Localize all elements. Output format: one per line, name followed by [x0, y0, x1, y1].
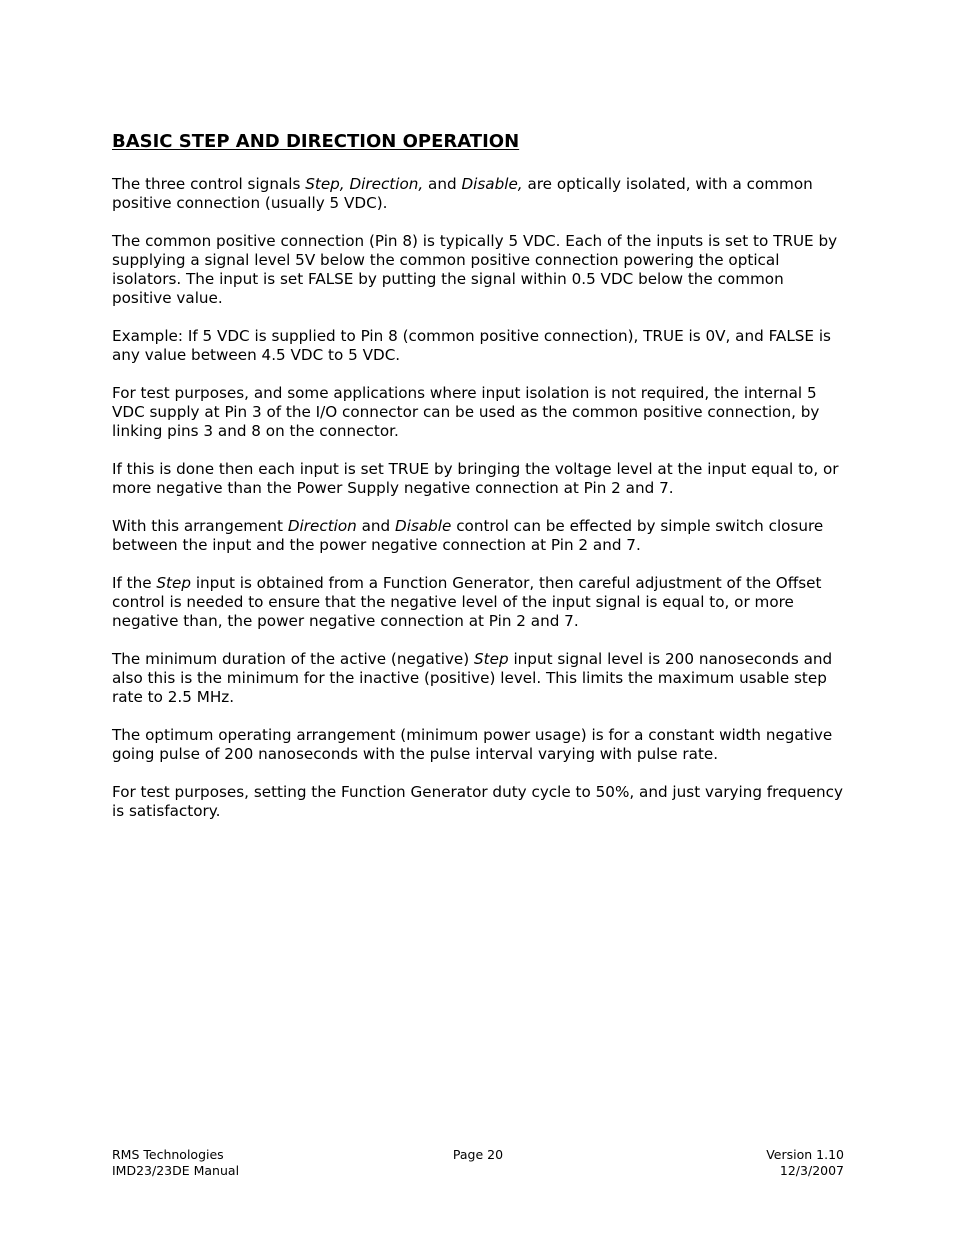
document-body [112, 175, 844, 840]
footer-company: RMS Technologies [112, 1147, 224, 1162]
paragraph-input-true: If this is done then each input is set TRUE by bringing the voltage level at the input equal to, or more negative than the Power Supply negative connection at Pin 2 and 7. [112, 460, 839, 497]
paragraph-duty-cycle: For test purposes, setting the Function Generator duty cycle to 50%, and just varying frequency is satisfactory. [112, 783, 843, 820]
emphasis-step: Step [156, 574, 191, 592]
footer-right [766, 1147, 844, 1179]
paragraph-text: input is obtained from a Function Generator, then careful adjustment of the Offset control is needed to ensure that the negative level of the input signal is equal to, or more negative than, the power negative connection at Pin 2 and 7. [112, 574, 822, 630]
footer-date: 12/3/2007 [779, 1163, 844, 1178]
document-page [112, 0, 844, 1235]
paragraph-optimum-arrangement: The optimum operating arrangement (minimum power usage) is for a constant width negative going pulse of 200 nanoseconds with the pulse interval varying with pulse rate. [112, 726, 833, 763]
paragraph-text: The minimum duration of the active (negative) [112, 650, 475, 668]
paragraph-minimum-duration [112, 650, 844, 707]
paragraph-text: control can be effected by simple switch closure between the input and the power negative connection at Pin 2 and 7. [112, 517, 824, 554]
footer-version: Version 1.10 [766, 1147, 844, 1162]
paragraph-example: Example: If 5 VDC is supplied to Pin 8 (common positive connection), TRUE is 0V, and FALSE is any value between 4.5 VDC to 5 VDC. [112, 327, 831, 364]
footer-manual-title: IMD23/23DE Manual [112, 1163, 240, 1178]
emphasis-step: Step [474, 650, 509, 668]
paragraph-text: With this arrangement [112, 517, 288, 535]
emphasis-step-direction: Step, Direction, [305, 175, 424, 193]
paragraph-text: input signal level is 200 nanoseconds and also this is the minimum for the inactive (positive) level. This limits the maximum usable step rate to 2.5 MHz. [112, 650, 833, 706]
emphasis-disable: Disable, [461, 175, 523, 193]
emphasis-disable: Disable [395, 517, 452, 535]
paragraph-control-signals [112, 175, 844, 213]
paragraph-text: and [423, 175, 462, 193]
paragraph-text: and [356, 517, 396, 535]
paragraph-text: are optically isolated, with a common positive connection (usually 5 VDC). [112, 175, 813, 212]
paragraph-text: The three control signals [112, 175, 306, 193]
emphasis-direction: Direction [287, 517, 357, 535]
section-heading: BASIC STEP AND DIRECTION OPERATION [112, 131, 520, 152]
paragraph-common-positive: The common positive connection (Pin 8) is typically 5 VDC. Each of the inputs is set to TRUE by supplying a signal level 5V below the common positive connection powering the optical isolators. The input is set FALSE by putting the signal within 0.5 VDC below the common positive value. [112, 232, 838, 307]
paragraph-arrangement [112, 517, 844, 555]
paragraph-text: If the [112, 574, 157, 592]
paragraph-test-purposes: For test purposes, and some applications where input isolation is not required, the internal 5 VDC supply at Pin 3 of the I/O connector can be used as the common positive connection, by linking pins 3 and 8 on the connector. [112, 384, 820, 440]
footer-page-number: Page 20 [452, 1147, 504, 1162]
paragraph-function-generator [112, 574, 844, 631]
